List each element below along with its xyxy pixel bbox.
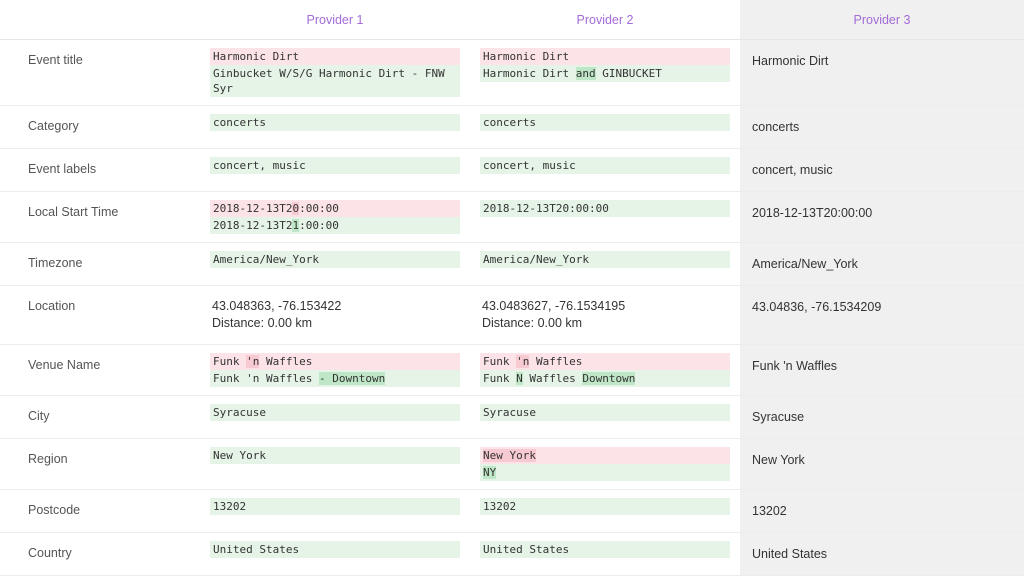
diff-block [210, 200, 460, 234]
cell-p1 [200, 439, 470, 490]
table-row [0, 396, 1024, 439]
row-label: Country [0, 533, 200, 576]
diff-segment: Syracuse [213, 406, 266, 419]
cell-p1 [200, 40, 470, 106]
diff-segment: GINBUCKET [595, 67, 662, 80]
diff-block [480, 157, 730, 174]
diff-line [210, 251, 460, 268]
diff-line [480, 114, 730, 131]
table-row [0, 40, 1024, 106]
diff-block [210, 353, 460, 387]
diff-segment: Ginbucket W/S/G Harmonic Dirt - FNW Syr [213, 67, 452, 95]
diff-segment: Funk [213, 355, 247, 368]
diff-block [480, 541, 730, 558]
diff-line [480, 541, 730, 558]
diff-line [480, 200, 730, 217]
diff-segment: Harmonic Dirt [213, 50, 300, 63]
diff-segment: 2018-12-13T20:00:00 [483, 202, 609, 215]
cell-p2 [470, 192, 740, 243]
diff-segment: 2018-12-13T2 [213, 202, 293, 215]
table-row [0, 286, 1024, 345]
diff-line [480, 464, 730, 481]
diff-segment: 1 [292, 219, 300, 232]
diff-line [210, 114, 460, 131]
cell-p1 [200, 286, 470, 345]
diff-block [480, 48, 730, 82]
table-row [0, 490, 1024, 533]
diff-block [480, 447, 730, 481]
diff-segment: 'n [246, 355, 260, 368]
diff-segment: 'n [516, 355, 530, 368]
cell-p1 [200, 106, 470, 149]
table-row [0, 192, 1024, 243]
diff-segment: 2018-12-13T2 [213, 219, 293, 232]
diff-segment: and [575, 67, 596, 80]
diff-segment: 0 [292, 202, 300, 215]
diff-line [480, 48, 730, 65]
cell-p2 [470, 40, 740, 106]
value-subtext: Distance: 0.00 km [482, 316, 583, 330]
value-text: America/New_York [752, 257, 858, 271]
diff-block [210, 157, 460, 174]
value-text: 13202 [752, 504, 787, 518]
diff-line [480, 157, 730, 174]
cell-p2 [470, 533, 740, 576]
diff-line [210, 541, 460, 558]
cell-p3 [740, 533, 1024, 576]
diff-segment: Funk 'n Waffles [213, 372, 319, 385]
diff-line [210, 498, 460, 515]
cell-p3 [740, 192, 1024, 243]
header-provider-1: Provider 1 [200, 0, 470, 40]
diff-segment: concert, music [483, 159, 576, 172]
value-text: 43.04836, -76.1534209 [752, 300, 882, 314]
value-text: 43.048363, -76.153422 [212, 299, 342, 313]
table-row [0, 439, 1024, 490]
table-row [0, 533, 1024, 576]
diff-line [210, 200, 460, 217]
diff-segment: Harmonic Dirt [483, 67, 576, 80]
value-text: New York [752, 453, 805, 467]
diff-line [480, 370, 730, 387]
row-label: Category [0, 106, 200, 149]
cell-p2 [470, 106, 740, 149]
diff-segment: 13202 [213, 500, 247, 513]
diff-block [210, 404, 460, 421]
cell-p3 [740, 286, 1024, 345]
cell-p3 [740, 345, 1024, 396]
cell-p1 [200, 243, 470, 286]
diff-segment: N [516, 372, 523, 385]
header-provider-2: Provider 2 [470, 0, 740, 40]
cell-p3 [740, 106, 1024, 149]
cell-p1 [200, 533, 470, 576]
diff-line [480, 65, 730, 82]
row-label: Timezone [0, 243, 200, 286]
diff-block [480, 353, 730, 387]
table-row [0, 345, 1024, 396]
diff-segment: NY [483, 466, 497, 479]
diff-segment: concerts [213, 116, 266, 129]
diff-line [210, 404, 460, 421]
diff-segment: Funk [483, 372, 517, 385]
diff-segment: - Downtown [318, 372, 386, 385]
row-label: Region [0, 439, 200, 490]
header-row [0, 0, 1024, 40]
diff-block [480, 251, 730, 268]
diff-segment: New York [213, 449, 266, 462]
diff-line [210, 353, 460, 370]
diff-segment: Waffles [522, 372, 583, 385]
cell-p1 [200, 490, 470, 533]
value-text: 43.0483627, -76.1534195 [482, 299, 626, 313]
diff-segment: Downtown [582, 372, 636, 385]
diff-block [480, 114, 730, 131]
cell-p3 [740, 396, 1024, 439]
cell-p2 [470, 286, 740, 345]
diff-block [210, 498, 460, 515]
cell-p3 [740, 490, 1024, 533]
value-text: Syracuse [752, 410, 805, 424]
diff-segment: Harmonic Dirt [483, 50, 570, 63]
cell-p2 [470, 439, 740, 490]
diff-line [210, 65, 460, 97]
diff-segment: America/New_York [483, 253, 589, 266]
value-text: 2018-12-13T20:00:00 [752, 206, 873, 220]
diff-block [210, 114, 460, 131]
diff-line [210, 48, 460, 65]
diff-segment: America/New_York [213, 253, 319, 266]
diff-segment: United States [213, 543, 300, 556]
table-row [0, 149, 1024, 192]
row-label: Event labels [0, 149, 200, 192]
row-label: Local Start Time [0, 192, 200, 243]
cell-p1 [200, 149, 470, 192]
diff-block [480, 200, 730, 217]
header-label-column [0, 0, 200, 40]
cell-p3 [740, 243, 1024, 286]
row-label: Venue Name [0, 345, 200, 396]
table-header [0, 0, 1024, 40]
diff-line [480, 498, 730, 515]
diff-block [210, 251, 460, 268]
cell-p1 [200, 345, 470, 396]
header-provider-3: Provider 3 [740, 0, 1024, 40]
value-subtext: Distance: 0.00 km [212, 316, 313, 330]
diff-segment: Waffles [259, 355, 313, 368]
value-text: Harmonic Dirt [752, 54, 829, 68]
diff-line [480, 404, 730, 421]
diff-segment: Waffles [529, 355, 583, 368]
value-text: concerts [752, 120, 800, 134]
diff-block [210, 447, 460, 464]
value-text: concert, music [752, 163, 833, 177]
diff-line [480, 447, 730, 464]
diff-segment: Funk [483, 355, 517, 368]
diff-line [480, 353, 730, 370]
cell-p1 [200, 396, 470, 439]
diff-segment: concert, music [213, 159, 306, 172]
diff-block [210, 541, 460, 558]
cell-p3 [740, 439, 1024, 490]
row-label: Postcode [0, 490, 200, 533]
diff-line [480, 251, 730, 268]
table-row [0, 106, 1024, 149]
cell-p3 [740, 40, 1024, 106]
diff-line [210, 447, 460, 464]
row-label: City [0, 396, 200, 439]
diff-line [210, 157, 460, 174]
diff-segment: :00:00 [299, 219, 339, 232]
row-label: Location [0, 286, 200, 345]
diff-segment: :00:00 [299, 202, 339, 215]
cell-p3 [740, 149, 1024, 192]
table-body [0, 40, 1024, 576]
diff-block [480, 498, 730, 515]
cell-p1 [200, 192, 470, 243]
cell-p2 [470, 490, 740, 533]
value-text: Funk 'n Waffles [752, 359, 838, 373]
diff-segment: concerts [483, 116, 536, 129]
diff-block [480, 404, 730, 421]
diff-segment: New York [483, 449, 536, 462]
cell-p2 [470, 243, 740, 286]
row-label: Event title [0, 40, 200, 106]
diff-line [210, 217, 460, 234]
cell-p2 [470, 149, 740, 192]
cell-p2 [470, 396, 740, 439]
value-text: United States [752, 547, 828, 561]
diff-segment: Syracuse [483, 406, 536, 419]
diff-segment: United States [483, 543, 570, 556]
table-row [0, 243, 1024, 286]
diff-segment: 13202 [483, 500, 517, 513]
cell-p2 [470, 345, 740, 396]
diff-line [210, 370, 460, 387]
diff-block [210, 48, 460, 97]
